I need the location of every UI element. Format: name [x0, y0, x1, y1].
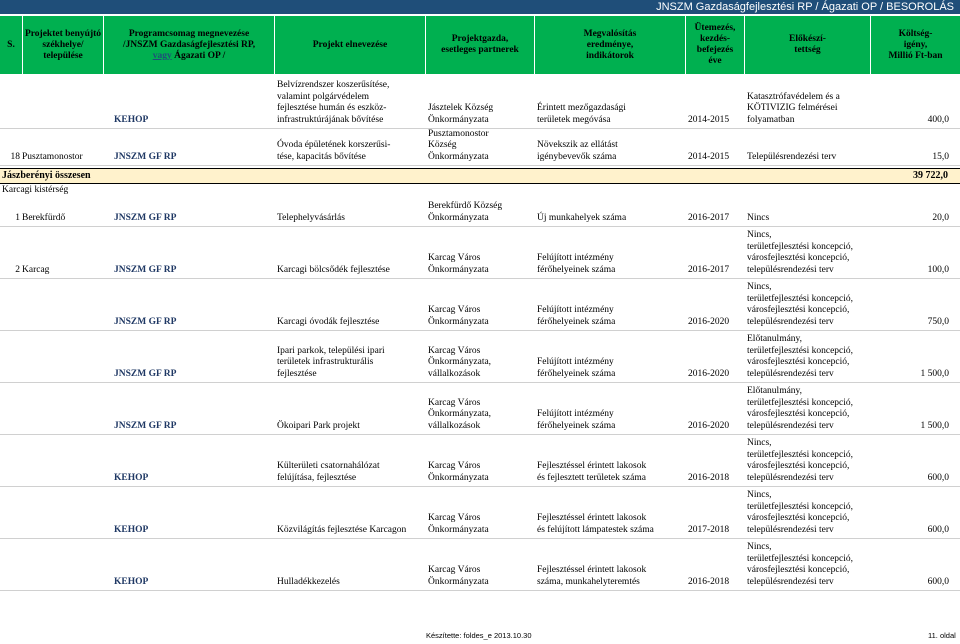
row-divider — [0, 382, 960, 383]
row-program: KEHOP — [114, 524, 149, 535]
row-number: 2 — [15, 264, 20, 275]
row-divider — [0, 590, 960, 591]
row-program: JNSZM GF RP — [114, 368, 177, 379]
row-program: JNSZM GF RP — [114, 151, 177, 162]
col-header-program-op: Ágazati OP / — [171, 50, 226, 61]
row-schedule: 2016-2018 — [688, 472, 730, 483]
row-schedule: 2016-2017 — [688, 264, 730, 275]
row-cost: 400,0 — [927, 114, 949, 125]
row-project-name: Karcagi bölcsődék fejlesztése — [277, 264, 390, 275]
row-program: JNSZM GF RP — [114, 264, 177, 275]
row-preparation: Nincs, területfejlesztési koncepció, városfejlesztési koncepció, településrendezési terv — [747, 490, 854, 535]
row-result: Fejlesztéssel érintett lakosok és felújított lámpatestek száma — [537, 513, 654, 535]
row-project-name: Ökoipari Park projekt — [277, 420, 360, 431]
row-owner: Karcag Város Önkormányzata — [428, 253, 489, 275]
col-header-schedule: Ütemezés, kezdés- befejezés éve — [686, 16, 745, 74]
row-cost: 600,0 — [927, 524, 949, 535]
row-location: Karcag — [22, 264, 50, 275]
row-result: Új munkahelyek száma — [537, 212, 627, 223]
row-preparation: Nincs, területfejlesztési koncepció, városfejlesztési koncepció, településrendezési terv — [747, 542, 854, 587]
col-header-name: Projekt elnevezése — [275, 16, 426, 74]
row-owner: Karcag Város Önkormányzata — [428, 513, 489, 535]
row-result: Felújított intézmény férőhelyeinek száma — [537, 357, 616, 379]
row-program: KEHOP — [114, 114, 149, 125]
row-owner: Karcag Város Önkormányzata — [428, 305, 489, 327]
row-schedule: 2014-2015 — [688, 114, 730, 125]
row-owner: Karcag Város Önkormányzata — [428, 461, 489, 483]
row-preparation: Előtanulmány, területfejlesztési koncepció, városfejlesztési koncepció, településrendezési terv — [747, 386, 854, 431]
row-project-name: Ipari parkok, települési ipari területek infrastrukturális fejlesztése — [277, 345, 385, 379]
row-owner: Berekfürdő Község Önkormányzata — [428, 201, 503, 223]
row-project-name: Közvilágítás fejlesztése Karcagon — [277, 524, 407, 535]
row-preparation: Nincs, területfejlesztési koncepció, városfejlesztési koncepció, településrendezési terv — [747, 438, 854, 483]
col-header-s: S. — [0, 16, 23, 74]
row-cost: 100,0 — [927, 264, 949, 275]
row-divider — [0, 226, 960, 227]
row-program: JNSZM GF RP — [114, 420, 177, 431]
row-cost: 1 500,0 — [920, 420, 949, 431]
row-preparation: Nincs, területfejlesztési koncepció, városfejlesztési koncepció, településrendezési terv — [747, 282, 854, 327]
row-number: 1 — [15, 212, 20, 223]
row-result: Felújított intézmény férőhelyeinek száma — [537, 305, 616, 327]
footer-page: 11. oldal — [928, 631, 956, 640]
summary-value: 39 722,0 — [913, 170, 948, 181]
row-divider — [0, 278, 960, 279]
row-project-name: Belvízrendszer koszerűsítése, valamint polgárvédelem fejlesztése humán és eszköz- infrastruktúrájának bővítése — [277, 80, 390, 125]
row-owner: Pusztamonostor Község Önkormányzata — [428, 128, 489, 162]
row-divider — [0, 538, 960, 539]
row-schedule: 2016-2017 — [688, 212, 730, 223]
document-header-title: JNSZM Gazdaságfejlesztési RP / Ágazati OP / BESOROLÁS — [656, 1, 954, 13]
row-schedule: 2016-2020 — [688, 316, 730, 327]
row-schedule: 2016-2020 — [688, 420, 730, 431]
col-header-prep: Előkészí- tettség — [745, 16, 871, 74]
row-preparation: Nincs, területfejlesztési koncepció, városfejlesztési koncepció, településrendezési terv — [747, 230, 854, 275]
row-result: Felújított intézmény férőhelyeinek száma — [537, 409, 616, 431]
row-project-name: Óvoda épületének korszerűsi- tése, kapacitás bővítése — [277, 140, 391, 162]
section-title: Karcagi kistérség — [2, 185, 69, 195]
row-cost: 1 500,0 — [920, 368, 949, 379]
row-schedule: 2016-2018 — [688, 576, 730, 587]
document-header-bar — [0, 0, 960, 14]
row-project-name: Karcagi óvodák fejlesztése — [277, 316, 380, 327]
row-result: Növekszik az ellátást igénybevevők száma — [537, 140, 618, 162]
row-project-name: Hulladékkezelés — [277, 576, 340, 587]
row-result: Felújított intézmény férőhelyeinek száma — [537, 253, 616, 275]
col-header-owner: Projektgazda, esetleges partnerek — [426, 16, 535, 74]
col-header-location: Projektet benyújtó székhelye/ települése — [23, 16, 104, 74]
summary-bar — [0, 168, 960, 184]
row-number: 18 — [10, 151, 20, 162]
row-cost: 20,0 — [932, 212, 949, 223]
row-program: JNSZM GF RP — [114, 316, 177, 327]
row-result: Fejlesztéssel érintett lakosok és fejlesztett területek száma — [537, 461, 647, 483]
col-header-program — [104, 16, 275, 74]
row-owner: Karcag Város Önkormányzata — [428, 565, 489, 587]
row-owner: Jásztelek Község Önkormányzata — [428, 103, 494, 125]
row-project-name: Külterületi csatornahálózat felújítása, fejlesztése — [277, 461, 380, 483]
row-preparation: Előtanulmány, területfejlesztési koncepció, városfejlesztési koncepció, településrendezési terv — [747, 334, 854, 379]
row-preparation: Településrendezési terv — [747, 151, 837, 162]
row-result: Érintett mezőgazdasági területek megóvása — [537, 103, 626, 125]
col-header-cost: Költség- igény, Millió Ft-ban — [871, 16, 960, 74]
row-cost: 600,0 — [927, 472, 949, 483]
col-header-result: Megvalósítás eredménye, indikátorok — [535, 16, 686, 74]
row-result: Fejlesztéssel érintett lakosok száma, munkahelyteremtés — [537, 565, 647, 587]
row-schedule: 2017-2018 — [688, 524, 730, 535]
row-schedule: 2016-2020 — [688, 368, 730, 379]
row-location: Pusztamonostor — [22, 151, 83, 162]
row-divider — [0, 434, 960, 435]
row-owner: Karcag Város Önkormányzata, vállalkozások — [428, 397, 492, 431]
row-program: JNSZM GF RP — [114, 212, 177, 223]
col-header-program-or: vagy — [152, 50, 172, 61]
row-schedule: 2014-2015 — [688, 151, 730, 162]
row-location: Berekfürdő — [22, 212, 66, 223]
row-cost: 600,0 — [927, 576, 949, 587]
row-divider — [0, 486, 960, 487]
row-cost: 15,0 — [932, 151, 949, 162]
row-owner: Karcag Város Önkormányzata, vállalkozások — [428, 345, 492, 379]
row-divider — [0, 330, 960, 331]
row-cost: 750,0 — [927, 316, 949, 327]
col-header-program-extra — [153, 51, 226, 62]
footer-author: Készítette: foldes_e 2013.10.30 — [426, 631, 532, 640]
row-divider — [0, 165, 960, 166]
row-program: KEHOP — [114, 576, 149, 587]
row-preparation: Katasztrófavédelem és a KÖTIVIZIG felmérései folyamatban — [747, 91, 840, 125]
row-program: KEHOP — [114, 472, 149, 483]
col-header-program-main: Programcsomag megnevezése /JNSZM Gazdaságfejlesztési RP, — [122, 28, 256, 50]
summary-label: Jászberényi összesen — [2, 170, 91, 181]
row-project-name: Telephelyvásárlás — [277, 212, 345, 223]
row-preparation: Nincs — [747, 212, 770, 223]
